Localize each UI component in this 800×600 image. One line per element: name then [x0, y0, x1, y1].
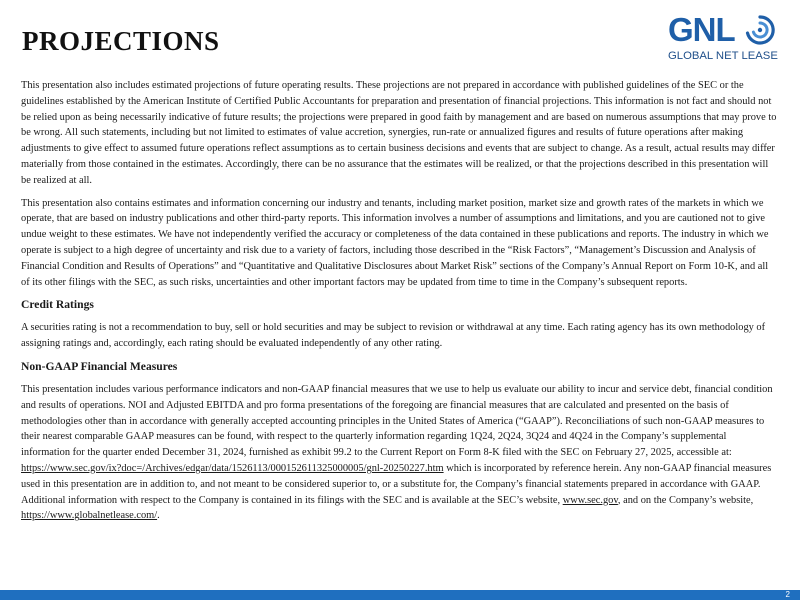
non-gaap-text-3: , and on the Company’s website, — [617, 494, 754, 506]
footer-bar — [0, 590, 800, 600]
disclaimer-content — [21, 78, 778, 531]
non-gaap-heading: Non-GAAP Financial Measures — [21, 359, 178, 373]
credit-ratings-paragraph: A securities rating is not a recommendation to buy, sell or hold securities and may be subject to revision or withdrawal at any time. Each rating agency has its own methodology of assigning ratings and, accordingly, each rating should be evaluated independently of any other rating. — [21, 322, 766, 350]
page-number: 2 — [785, 590, 790, 599]
non-gaap-paragraph — [21, 382, 778, 524]
non-gaap-text-4: . — [157, 510, 160, 522]
sec-website-link[interactable]: www.sec.gov — [562, 494, 618, 506]
logo-subtitle: GLOBAL NET LEASE — [668, 50, 778, 62]
non-gaap-text-2: which is incorporated by reference herein. Any non-GAAP financial measures used in this presentation are in addition to, and not meant to be considered superior to, or a substitute for, the Company’s financial statements prepared in accordance with GAAP. Additional information with respect to the Company is contained in its filings with the SEC and is available at the SEC’s website, — [21, 462, 772, 506]
page-title: PROJECTIONS — [22, 26, 220, 56]
logo-mark: GNL — [668, 11, 735, 48]
company-website-link[interactable]: https://www.globalnetlease.com/ — [21, 510, 158, 522]
logo-swirl-icon — [744, 14, 776, 46]
company-logo — [668, 12, 780, 64]
non-gaap-text-1: This presentation includes various performance indicators and non-GAAP financial measures that we use to help us evaluate our ability to incur and service debt, financial condition and results of operations. NOI and Adjusted EBITDA and pro forma presentations of the foregoing are financial measures that are calculated and presented on the basis of methodologies other than in accordance with generally accepted accounting principles in the United States of America (“GAAP”). Reconciliations of such non-GAAP measures to their nearest comparable GAAP measures can be found, with respect to the quarterly information regarding 1Q24, 2Q24, 3Q24 and 4Q24 in the Company’s supplemental information for the quarter ended December 31, 2024, furnished as exhibit 99.2 to the Current Report on Form 8-K filed with the SEC on February 27, 2025, accessible at: — [21, 383, 773, 459]
projections-paragraph: This presentation also includes estimated projections of future operating results. These projections are not prepared in accordance with published guidelines of the SEC or the guidelines established by the American Institute of Certified Public Accountants for preparation and presentation of financial projections. This information is not fact and should not be relied upon as being necessarily indicative of future results; the projections were prepared in good faith by management and are based on numerous assumptions that may prove to be wrong. All such statements, including but not limited to estimates of value accretion, synergies, run-rate or annualized figures and results of future operations after making adjustments to give effect to assumed future operations reflect assumptions as to certain business decisions and events that are subject to change. As a result, actual results may differ materially from those contained in the estimates. Accordingly, there can be no assurance that the estimates will be realized, or that the projections described in this presentation will be realized at all. — [21, 80, 777, 186]
industry-estimates-paragraph: This presentation also contains estimates and information concerning our industry and tenants, including market position, market size and growth rates of the markets in which we operate, that are based on industry publications and other third-party reports. This information involves a number of assumptions and limitations, and you are cautioned not to give undue weight to these estimates. We have not independently verified the accuracy or completeness of the data contained in these publications and reports. The industry in which we operate is subject to a high degree of uncertainty and risk due to a variety of factors, including those described in the “Risk Factors”, “Management’s Discussion and Analysis of Financial Condition and Results of Operations” and “Quantitative and Qualitative Disclosures about Market Risk” sections of the Company’s Annual Report on Form 10-K, and all of its other filings with the SEC, as such risks, uncertainties and other important factors may be updated from time to time in the Company’s subsequent reports. — [21, 197, 769, 288]
sec-filing-link[interactable]: https://www.sec.gov/ix?doc=/Archives/edgar/data/1526113/000152611325000005/gnl-20250227.htm — [21, 462, 444, 474]
credit-ratings-heading: Credit Ratings — [21, 298, 94, 312]
